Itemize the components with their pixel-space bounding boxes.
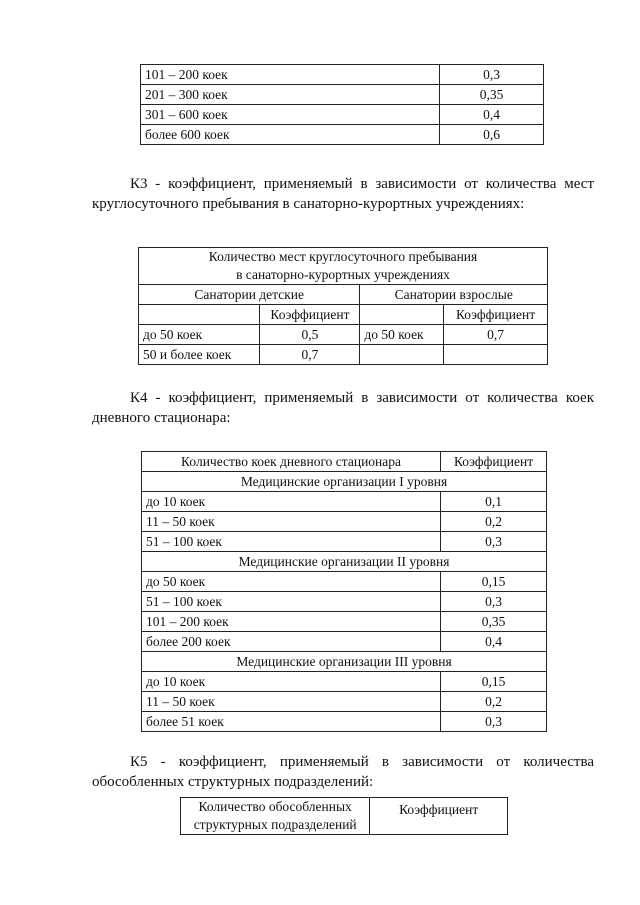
row-label: 201 – 300 коек [141, 85, 440, 105]
row-label: 51 – 100 коек [142, 532, 441, 552]
row-label: более 51 коек [142, 712, 441, 732]
table-row [142, 532, 547, 552]
table-row [142, 572, 547, 592]
k3-header-line2: в санаторно-курортных учреждениях [236, 267, 450, 282]
row-label [360, 345, 444, 365]
row-value: 0,1 [441, 492, 547, 512]
row-value: 0,3 [441, 712, 547, 732]
k3-coef-children-header: Коэффициент [260, 305, 360, 325]
row-label: до 50 коек [139, 325, 260, 345]
row-label: 51 – 100 коек [142, 592, 441, 612]
row-value: 0,4 [441, 632, 547, 652]
row-value: 0,7 [444, 325, 548, 345]
k3-header-line1: Количество мест круглосуточного пребывания [208, 249, 478, 264]
row-label: до 50 коек [142, 572, 441, 592]
table-row [142, 672, 547, 692]
row-label: более 200 коек [142, 632, 441, 652]
table-row [139, 325, 548, 345]
row-label: 101 – 200 коек [142, 612, 441, 632]
table-k3 [138, 247, 548, 365]
group-title: Медицинские организации III уровня [142, 652, 547, 672]
row-value: 0,35 [440, 85, 544, 105]
row-label: 11 – 50 коек [142, 692, 441, 712]
row-value: 0,3 [440, 65, 544, 85]
k4-col-value: Коэффициент [441, 452, 547, 472]
group-title: Медицинские организации II уровня [142, 552, 547, 572]
row-value: 0,7 [260, 345, 360, 365]
table-row [142, 712, 547, 732]
table-row [142, 592, 547, 612]
row-label: до 50 коек [360, 325, 444, 345]
table-row [142, 632, 547, 652]
table-row [142, 692, 547, 712]
table-row [141, 125, 544, 145]
k3-col-adults: Санатории взрослые [360, 285, 548, 305]
row-value: 0,2 [441, 692, 547, 712]
k5-col-label-line2: структурных подразделений [193, 817, 357, 832]
empty-cell [360, 305, 444, 325]
paragraph-k4: К4 - коэффициент, применяемый в зависимости от количества коек дневного стационара: [92, 390, 594, 426]
row-label: 50 и более коек [139, 345, 260, 365]
empty-cell [139, 305, 260, 325]
table-row [141, 65, 544, 85]
row-label: до 10 коек [142, 492, 441, 512]
table-row [139, 345, 548, 365]
table-k5 [180, 797, 508, 835]
table-row [141, 105, 544, 125]
k3-header [139, 248, 548, 285]
row-value [444, 345, 548, 365]
paragraph-k3: К3 - коэффициент, применяемый в зависимости от количества мест круглосуточного пребывания в санаторно-курортных учреждениях: [92, 176, 594, 212]
row-value: 0,2 [441, 512, 547, 532]
row-value: 0,35 [441, 612, 547, 632]
row-value: 0,4 [440, 105, 544, 125]
k5-col-label-line1: Количество обособленных [198, 799, 352, 814]
row-value: 0,3 [441, 532, 547, 552]
table-row [141, 85, 544, 105]
row-label: до 10 коек [142, 672, 441, 692]
k3-coef-adults-header: Коэффициент [444, 305, 548, 325]
row-value: 0,15 [441, 572, 547, 592]
group-title: Медицинские организации I уровня [142, 472, 547, 492]
table-k2-continuation [140, 64, 544, 145]
row-value: 0,5 [260, 325, 360, 345]
paragraph-k5: К5 - коэффициент, применяемый в зависимости от количества обособленных структурных подразделений: [92, 754, 594, 790]
row-value: 0,3 [441, 592, 547, 612]
table-k4 [141, 451, 547, 732]
row-value: 0,15 [441, 672, 547, 692]
k5-col-label [181, 798, 370, 835]
k4-col-label: Количество коек дневного стационара [142, 452, 441, 472]
table-row [142, 612, 547, 632]
k3-col-children: Санатории детские [139, 285, 360, 305]
row-label: 101 – 200 коек [141, 65, 440, 85]
row-value: 0,6 [440, 125, 544, 145]
k5-col-value: Коэффициент [370, 798, 508, 835]
table-row [142, 492, 547, 512]
row-label: 11 – 50 коек [142, 512, 441, 532]
row-label: более 600 коек [141, 125, 440, 145]
row-label: 301 – 600 коек [141, 105, 440, 125]
table-row [142, 512, 547, 532]
